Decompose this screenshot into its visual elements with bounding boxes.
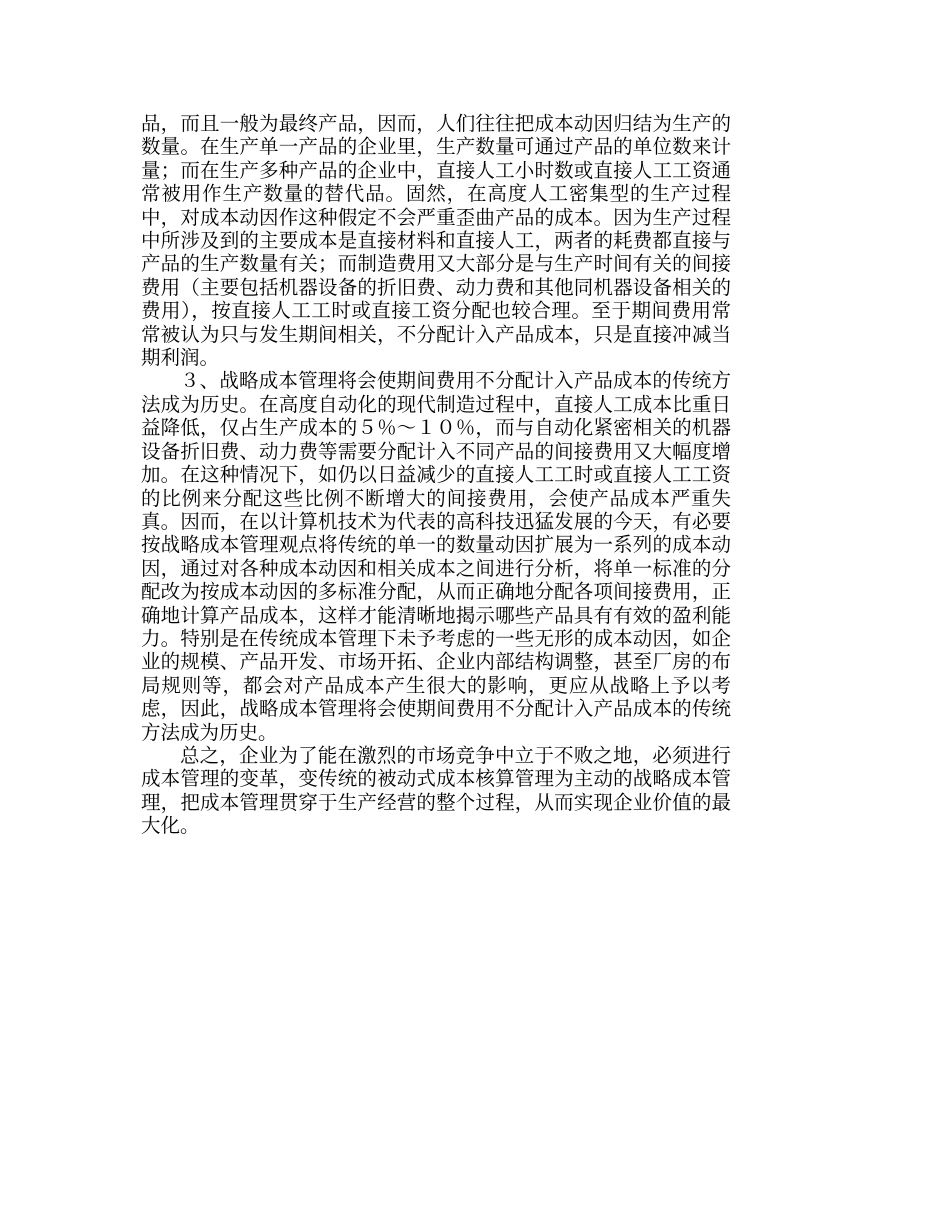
paragraph-conclusion: 总之，企业为了能在激烈的市场竞争中立于不败之地，必须进行成本管理的变革，变传统的被动式成本核算管理为主动的战略成本管理，把成本管理贯穿于生产经营的整个过程，从而实现企业价值的最大化。 bbox=[141, 743, 731, 838]
body-text bbox=[141, 112, 731, 838]
paragraph-point-3-period-expenses: ３、战略成本管理将会使期间费用不分配计入产品成本的传统方法成为历史。在高度自动化的现代制造过程中，直接人工成本比重日益降低，仅占生产成本的５％～１０％，而与自动化紧密相关的机器设备折旧费、动力费等需要分配计入不同产品的间接费用又大幅度增加。在这种情况下，如仍以日益减少的直接人工工时或直接人工工资的比例来分配这些比例不断增大的间接费用，会使产品成本严重失真。因而，在以计算机技术为代表的高科技迅猛发展的今天，有必要按战略成本管理观点将传统的单一的数量动因扩展为一系列的成本动因，通过对各种成本动因和相关成本之间进行分析，将单一标准的分配改为按成本动因的多标准分配，从而正确地分配各项间接费用，正确地计算产品成本，这样才能清晰地揭示哪些产品具有有效的盈利能力。特别是在传统成本管理下未予考虑的一些无形的成本动因，如企业的规模、产品开发、市场开拓、企业内部结构调整，甚至厂房的布局规则等，都会对产品成本产生很大的影响，更应从战略上予以考虑，因此，战略成本管理将会使期间费用不分配计入产品成本的传统方法成为历史。 bbox=[141, 369, 731, 744]
paragraph-cost-driver-continuation: 品，而且一般为最终产品，因而，人们往往把成本动因归结为生产的数量。在生产单一产品的企业里，生产数量可通过产品的单位数来计量；而在生产多种产品的企业中，直接人工小时数或直接人工工资通常被用作生产数量的替代品。固然，在高度人工密集型的生产过程中，对成本动因作这种假定不会严重歪曲产品的成本。因为生产过程中所涉及到的主要成本是直接材料和直接人工，两者的耗费都直接与产品的生产数量有关；而制造费用又大部分是与生产时间有关的间接费用（主要包括机器设备的折旧费、动力费和其他同机器设备相关的费用），按直接人工工时或直接工资分配也较合理。至于期间费用常常被认为只与发生期间相关，不分配计入产品成本，只是直接冲减当期利润。 bbox=[141, 112, 731, 370]
